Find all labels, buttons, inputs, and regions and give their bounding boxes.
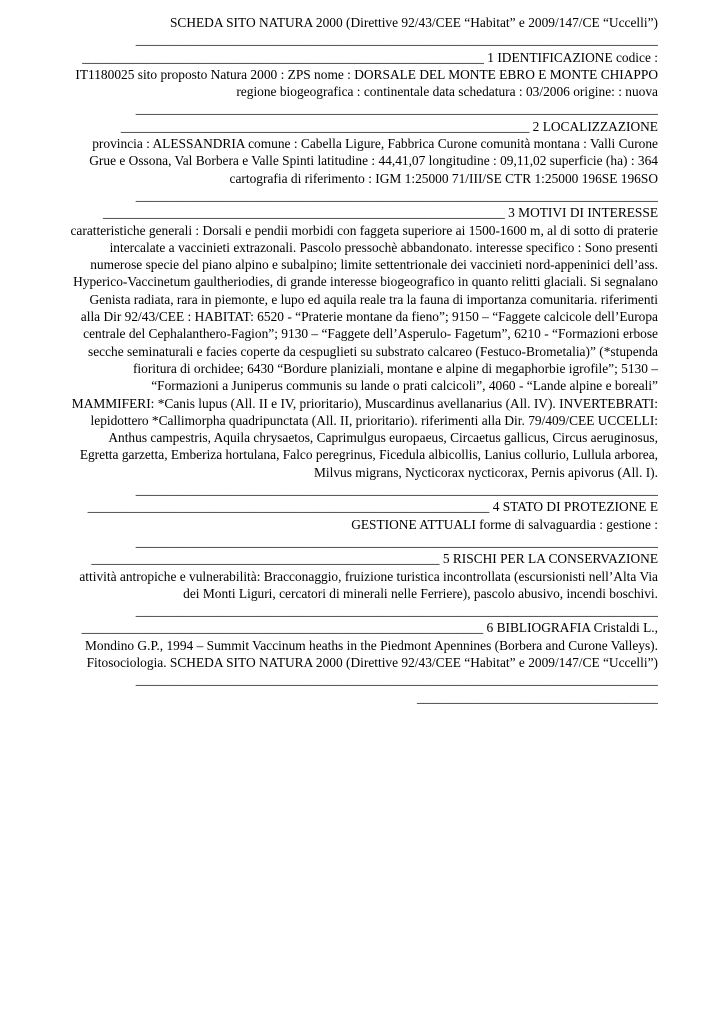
section-6-bibliografia: ____________________________________________________________ 6 BIBLIOGRAFIA Cristaldi L., Mondino G.P., 1994 – Summit Vaccinum heaths in the Piedmont Apennines (Borbera and Curone Valleys). Fitosociologia. SCHEDA SITO NATURA 2000 (Direttive 92/43/CEE “Habitat” e 2009/147/CE “Uccelli”) xyxy=(81,620,658,670)
section-2-rule: ______________________________________________________________________________ xyxy=(135,101,658,117)
section-4-rule: ______________________________________________________________________________ xyxy=(135,482,658,498)
document-title: SCHEDA SITO NATURA 2000 (Direttive 92/43/CEE “Habitat” e 2009/147/CE “Uccelli”) xyxy=(169,15,658,30)
section-1-identificazione: ____________________________________________________________ 1 IDENTIFICAZIONE codice : IT1180025 sito proposto Natura 2000 : ZPS nome : DORSALE DEL MONTE EBRO E MONTE CHIAPPO regione biogeografica : continentale data schedatura : 03/2006 origine: : nuova xyxy=(75,49,658,100)
section-3-rule: ______________________________________________________________________________ xyxy=(135,187,658,203)
document-body xyxy=(68,14,658,706)
section-5-rischi: ____________________________________________________ 5 RISCHI PER LA CONSERVAZIONE attività antropiche e vulnerabilità: Bracconaggio, fruizione turistica incontrollata (escursionisti nell’Alta Via dei Monti Liguri, cercatori di minerali nelle Ferriere), pascolo abusivo, incendi boschivi. xyxy=(79,551,658,601)
section-4-stato-di-protezione: ____________________________________________________________ 4 STATO DI PROTEZIONE E GESTIONE ATTUALI forme di salvaguardia : gestione : xyxy=(87,499,658,532)
section-3-motivi-di-interesse: ____________________________________________________________ 3 MOTIVI DI INTERESSE caratteristiche generali : Dorsali e pendii morbidi con faggeta superiore ai 1500-1600 m, al di sotto di praterie intercalate a vaccinieti extrazonali. Pascolo pressochè abbandonato. interesse specifico : Sono presenti numerose specie del piano alpino e subalpino; limite settentrionale dei vaccinieti nord-appeninici dell’ass. Hyperico-Vaccinetum gaultheriodies, di grande interesse biogeografico in quanto relitti glaciali. Si segnalano Genista radiata, rara in piemonte, e lupo ed aquila reale tra la fauna di importanza comunitaria. riferimenti alla Dir 92/43/CEE : HABITAT: 6520 - “Praterie montane da fieno”; 9150 – “Faggete calcicole dell’Europa centrale del Cephalanthero-Fagion”; 9130 – “Faggete dell’Asperulo- Fagetum”, 6210 - “Formazioni erbose secche seminaturali e facies coperte da cespuglieti su substrato calcareo (Festuco-Brometalia)” (*stupenda fioritura di orchidee; 6430 “Bordure planiziali, montane e alpine di megaphorbie igrofile”; 5130 – “Formazioni a Juniperus communis su lande o prati calcicoli”, 4060 - “Lande alpine e boreali” MAMMIFERI: *Canis lupus (All. II e IV, prioritario), Muscardinus avellanarius (All. IV). INVERTEBRATI: lepidottero *Callimorpha quadripunctata (All. II, prioritario). riferimenti alla Dir. 79/409/CEE UCCELLI: Anthus campestris, Aquila chrysaetos, Caprimulgus europaeus, Circaetus gallicus, Circus aeruginosus, Egretta garzetta, Emberiza hortulana, Falco peregrinus, Ficedula albicollis, Lanius collurio, Lullula arborea, Milvus migrans, Nycticorax nycticorax, Pernis apivorus (All. I). xyxy=(70,205,658,480)
section-6-rule: ______________________________________________________________________________ xyxy=(135,603,658,619)
footer-rule-2: ____________________________________ xyxy=(416,689,658,705)
section-1-rule: ______________________________________________________________________________ xyxy=(135,32,658,48)
section-5-rule: ______________________________________________________________________________ xyxy=(135,533,658,549)
section-2-localizzazione: _____________________________________________________________ 2 LOCALIZZAZIONE provincia : ALESSANDRIA comune : Cabella Ligure, Fabbrica Curone comunità montana : Valli Curone Grue e Ossona, Val Borbera e Valle Spinti latitudine : 44,41,07 longitudine : 09,11,02 superficie (ha) : 364 cartografia di riferimento : IGM 1:25000 71/III/SE CTR 1:25000 196SE 196SO xyxy=(89,118,658,186)
footer-rule-1: ______________________________________________________________________________ xyxy=(135,672,658,688)
